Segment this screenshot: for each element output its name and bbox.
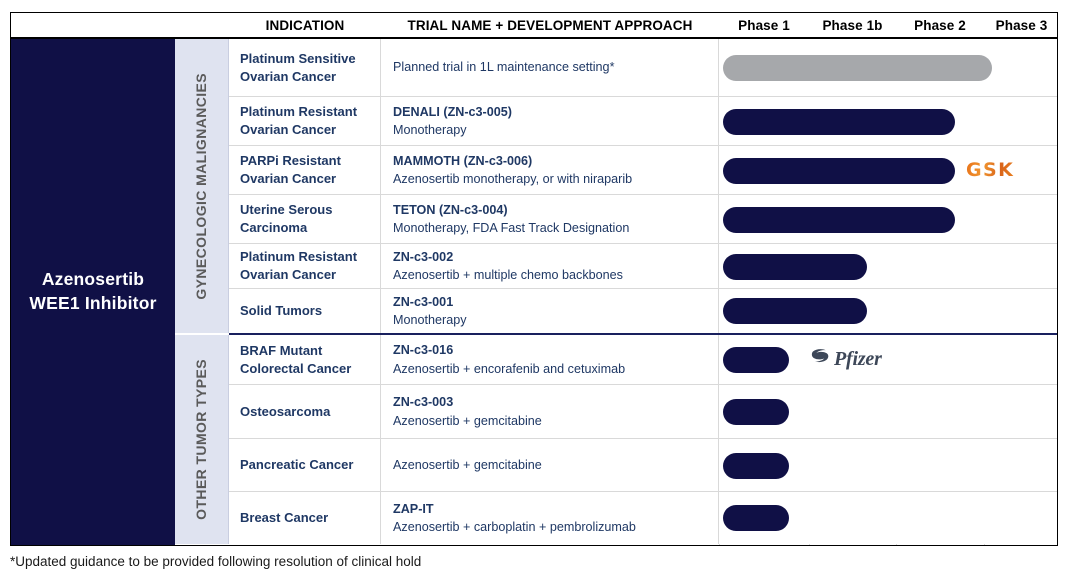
row-trial-name: DENALI (ZN-c3-005) — [393, 104, 512, 119]
phase-bar-active — [723, 207, 955, 233]
row-trial — [381, 146, 719, 194]
brand-line-1: Azenosertib — [41, 269, 145, 290]
header-cell-indication: INDICATION — [265, 17, 345, 33]
table-row[interactable] — [229, 385, 1057, 439]
brand-text — [29, 268, 156, 315]
row-trial-name: MAMMOTH (ZN-c3-006) — [393, 153, 533, 168]
row-trial — [381, 97, 719, 145]
row-indication: Platinum Sensitive Ovarian Cancer — [229, 39, 381, 96]
row-trial-name: TETON (ZN-c3-004) — [393, 202, 508, 217]
header-cell-blank — [11, 13, 229, 37]
table-row[interactable] — [229, 492, 1057, 544]
row-indication: Pancreatic Cancer — [229, 439, 381, 491]
row-trial-desc: Azenosertib + encorafenib and cetuximab — [393, 361, 626, 376]
row-trial — [381, 492, 719, 544]
rows-region — [229, 39, 1057, 545]
table-row[interactable] — [229, 195, 1057, 244]
row-trial-desc: Azenosertib + multiple chemo backbones — [393, 268, 623, 282]
row-indication: Platinum Resistant Ovarian Cancer — [229, 97, 381, 145]
category-band-gynecologic — [175, 39, 229, 333]
table-row[interactable] — [229, 39, 1057, 97]
table-row[interactable] — [229, 289, 1057, 333]
table-row[interactable] — [229, 146, 1057, 195]
row-trial — [381, 289, 719, 333]
category-band-gynecologic-label: GYNECOLOGIC MALIGNANCIES — [192, 72, 209, 300]
table-row[interactable] — [229, 335, 1057, 385]
row-trial-desc: Monotherapy, FDA Fast Track Designation — [393, 221, 630, 235]
header-cell-phase-3: Phase 3 — [995, 17, 1048, 33]
row-trial — [381, 335, 719, 384]
row-trial-desc: Azenosertib monotherapy, or with niraparib — [393, 172, 633, 186]
phase-bar-planned — [723, 55, 992, 81]
category-band-other-tumor-types — [175, 335, 229, 544]
row-indication: Osteosarcoma — [229, 385, 381, 438]
row-trial — [381, 195, 719, 243]
row-trial-name: ZN-c3-016 — [393, 343, 454, 358]
pfizer-wordmark: Pfizer — [834, 348, 882, 370]
phase-bar-active — [723, 453, 789, 479]
row-trial — [381, 39, 719, 96]
row-trial-desc: Monotherapy — [393, 123, 467, 137]
row-trial — [381, 244, 719, 288]
phase-bar-active — [723, 298, 867, 324]
row-trial — [381, 439, 719, 491]
row-trial-name: ZN-c3-003 — [393, 395, 454, 410]
header-cell-trial-name: TRIAL NAME + DEVELOPMENT APPROACH — [407, 17, 693, 33]
row-trial-name: ZAP-IT — [393, 501, 434, 516]
phase-bar-active — [723, 158, 955, 184]
brand-line-2: WEE1 Inhibitor — [29, 293, 157, 313]
header-cell-phase-1: Phase 1 — [738, 17, 790, 33]
partner-logo-gsk: GSK — [966, 159, 1015, 181]
phase-bar-active — [723, 254, 867, 280]
phase-bar-active — [723, 109, 955, 135]
row-trial-desc: Azenosertib + gemcitabine — [393, 413, 542, 428]
row-trial-desc: Planned trial in 1L maintenance setting* — [393, 60, 615, 75]
footnote: *Updated guidance to be provided following resolution of clinical hold — [10, 554, 422, 569]
row-trial-desc: Azenosertib + carboplatin + pembrolizumab — [393, 520, 636, 534]
phase-bar-active — [723, 505, 789, 531]
row-indication: PARPi Resistant Ovarian Cancer — [229, 146, 381, 194]
header-cell-phase-1b: Phase 1b — [822, 17, 883, 33]
pfizer-mark-icon — [809, 346, 831, 373]
row-trial-name: ZN-c3-002 — [393, 249, 454, 264]
row-trial — [381, 385, 719, 438]
row-indication: BRAF Mutant Colorectal Cancer — [229, 335, 381, 384]
row-indication: Uterine Serous Carcinoma — [229, 195, 381, 243]
category-band-other-tumor-types-label: OTHER TUMOR TYPES — [192, 359, 209, 520]
phase-bar-active — [723, 347, 789, 373]
row-trial-desc: Azenosertib + gemcitabine — [393, 457, 542, 472]
partner-logo-pfizer — [809, 346, 882, 373]
header-cell-phase-2: Phase 2 — [914, 17, 966, 33]
phase-bar-active — [723, 399, 789, 425]
brand-block — [11, 39, 175, 545]
table-body — [10, 38, 1058, 546]
row-indication: Solid Tumors — [229, 289, 381, 333]
row-trial-desc: Monotherapy — [393, 313, 467, 327]
row-indication: Breast Cancer — [229, 492, 381, 544]
table-row[interactable] — [229, 439, 1057, 492]
row-indication: Platinum Resistant Ovarian Cancer — [229, 244, 381, 288]
row-trial-name: ZN-c3-001 — [393, 294, 454, 309]
table-row[interactable] — [229, 97, 1057, 146]
table-header-row — [10, 12, 1058, 38]
table-row[interactable] — [229, 244, 1057, 289]
